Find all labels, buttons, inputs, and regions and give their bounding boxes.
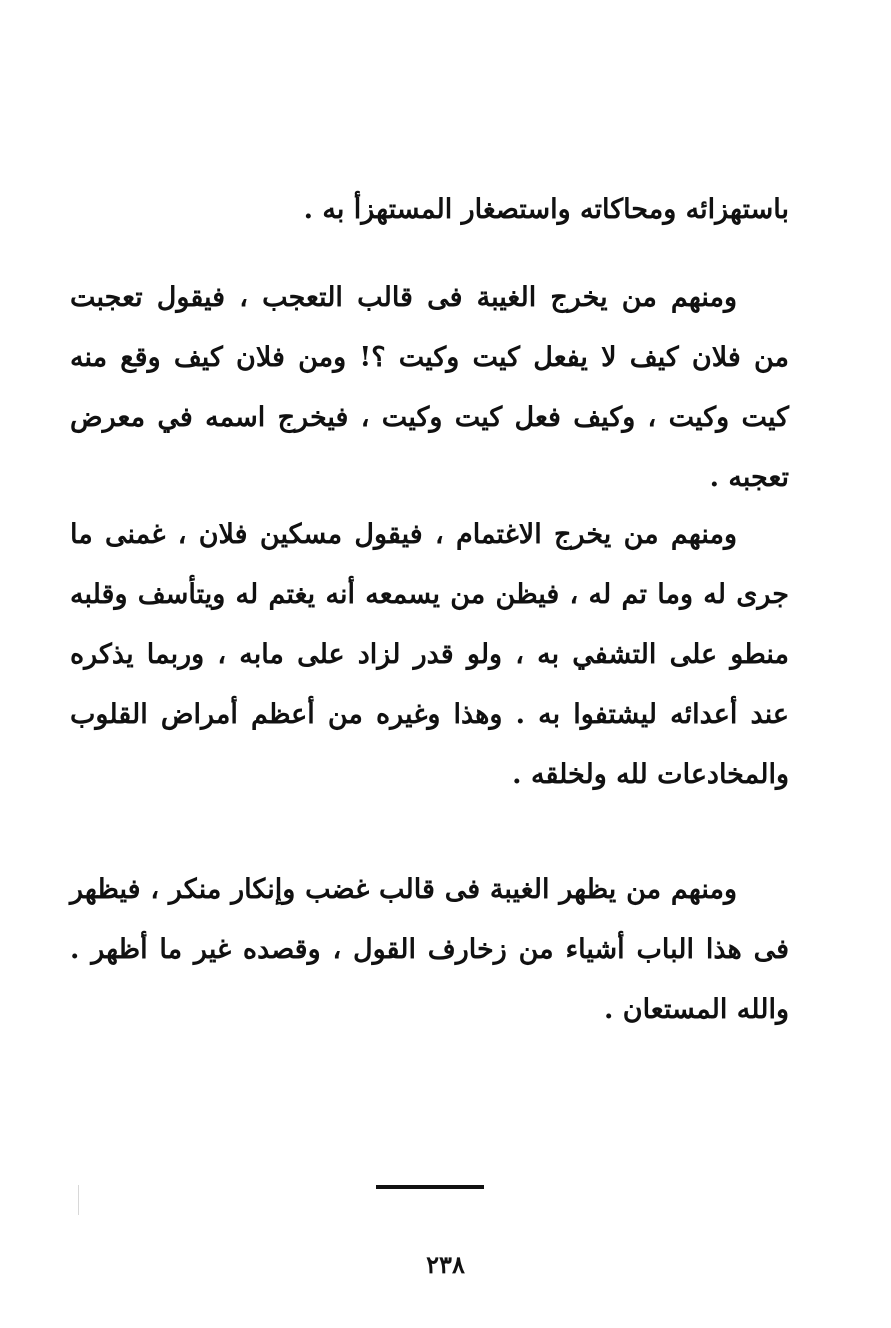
paragraph-continuation: باستهزائه ومحاكاته واستصغار المستهزأ به . bbox=[303, 194, 789, 225]
paragraph-astonishment: ومنهم من يخرج الغيبة فى قالب التعجب ، فيقول تعجبت من فلان كيف لا يفعل كيت وكيت ؟! ومن فلان كيف وقع منه كيت وكيت ، وكيف فعل كيت وكيت ، فيخرج اسمه في معرض تعجبه . bbox=[70, 282, 789, 493]
page-number: ٢٣٨ bbox=[426, 1250, 465, 1279]
footer-rule bbox=[376, 1185, 484, 1189]
paragraph-anger: ومنهم من يظهر الغيبة فى قالب غضب وإنكار منكر ، فيظهر فى هذا الباب أشياء من زخارف القول ، وقصده غير ما أظهر . والله المستعان . bbox=[70, 874, 789, 1025]
scan-edge-mark bbox=[78, 1185, 79, 1215]
paragraph-grief: ومنهم من يخرج الاغتمام ، فيقول مسكين فلان ، غمنى ما جرى له وما تم له ، فيظن من يسمعه أنه يغتم له ويتأسف وقلبه منطو على التشفي به ، ولو قدر لزاد على مابه ، وربما يذكره عند أعدائه ليشتفوا به . وهذا وغيره من أعظم أمراض القلوب والمخادعات لله ولخلقه . bbox=[70, 519, 789, 790]
